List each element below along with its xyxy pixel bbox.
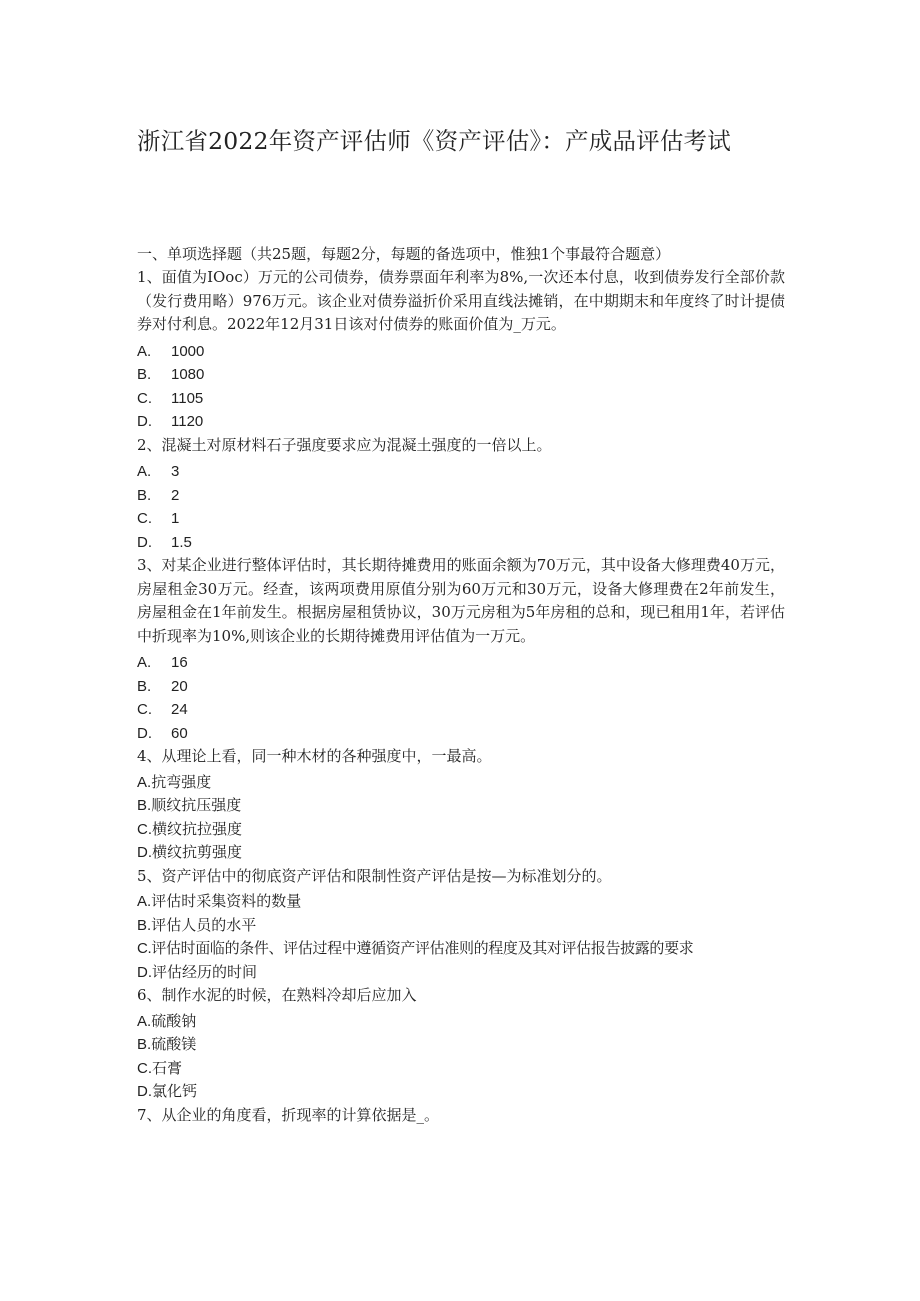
question-stem: 3、对某企业进行整体评估时，其长期待摊费用的账面余额为70万元，其中设备大修理费40万元，房屋租金30万元。经查，该两项费用原值分别为60万元和30万元，设备大修理费在2年前发生，房屋租金在1年前发生。根据房屋租赁协议，30万元房租为5年房租的总和，现已租用1年，若评估中折现率为10%,则该企业的长期待摊费用评估值为一万元。 xyxy=(137,556,785,645)
question-7 xyxy=(137,1104,785,1128)
option-c: C.评估时面临的条件、评估过程中遵循资产评估准则的程度及其对评估报告披露的要求 xyxy=(137,939,694,957)
option-d: D.评估经历的时间 xyxy=(137,962,258,981)
option-list xyxy=(137,651,785,745)
question-stem: 6、制作水泥的时候，在熟料冷却后应加入 xyxy=(137,986,417,1004)
option-d: D. 1120 xyxy=(137,413,204,430)
option-a: A. 16 xyxy=(137,654,188,671)
option-a: A. 1000 xyxy=(137,342,205,360)
question-3 xyxy=(137,554,785,745)
option-a: A.评估时采集资料的数量 xyxy=(137,892,302,910)
option-c: C. 24 xyxy=(137,701,188,718)
option-b: B.硫酸镁 xyxy=(137,1035,197,1053)
option-list xyxy=(137,1010,785,1104)
option-list xyxy=(137,460,785,554)
option-c: C. 1105 xyxy=(137,389,204,407)
option-a: A.抗弯强度 xyxy=(137,772,212,791)
document-title: 浙江省2022年资产评估师《资产评估》：产成品评估考试 xyxy=(137,127,731,155)
option-b: B.评估人员的水平 xyxy=(137,915,257,934)
option-b: B. 1080 xyxy=(137,366,205,383)
section-heading: 一、单项选择题（共25题，每题2分，每题的备选项中，惟独1个事最符合题意） xyxy=(137,245,671,263)
option-a: A. 3 xyxy=(137,463,180,480)
option-b: B.顺纹抗压强度 xyxy=(137,796,242,814)
question-stem: 4、从理论上看，同一种木材的各种强度中，一最高。 xyxy=(137,747,492,765)
question-stem: 5、资产评估中的彻底资产评估和限制性资产评估是按—为标准划分的。 xyxy=(137,866,612,885)
option-b: B. 20 xyxy=(137,677,188,695)
question-6 xyxy=(137,984,785,1104)
option-b: B. 2 xyxy=(137,486,180,504)
option-c: C.石膏 xyxy=(137,1058,183,1077)
option-d: D.氯化钙 xyxy=(137,1082,198,1100)
option-c: C. 1 xyxy=(137,510,180,527)
option-d: D. 60 xyxy=(137,724,188,742)
question-5 xyxy=(137,865,785,985)
option-a: A.硫酸钠 xyxy=(137,1011,197,1030)
question-stem: 1、面值为IOoc）万元的公司债券，债券票面年利率为8%,一次还本付息，收到债券发行全部价款（发行费用略）976万元。该企业对债券溢折价采用直线法摊销，在中期期末和年度终了时计提债券对付利息。2022年12月31日该对付债券的账面价值为_万元。 xyxy=(137,268,785,333)
option-list xyxy=(137,890,785,984)
option-c: C.横纹抗拉强度 xyxy=(137,819,243,838)
question-2 xyxy=(137,434,785,555)
question-stem: 7、从企业的角度看，折现率的计算依据是_。 xyxy=(137,1105,440,1124)
option-list xyxy=(137,771,785,865)
option-d: D. 1.5 xyxy=(137,533,192,551)
option-list xyxy=(137,340,785,434)
question-stem: 2、混凝土对原材料石子强度要求应为混凝土强度的一倍以上。 xyxy=(137,435,552,454)
question-4 xyxy=(137,745,785,865)
option-d: D.横纹抗剪强度 xyxy=(137,843,243,861)
question-list xyxy=(137,266,785,1127)
question-1 xyxy=(137,266,785,434)
